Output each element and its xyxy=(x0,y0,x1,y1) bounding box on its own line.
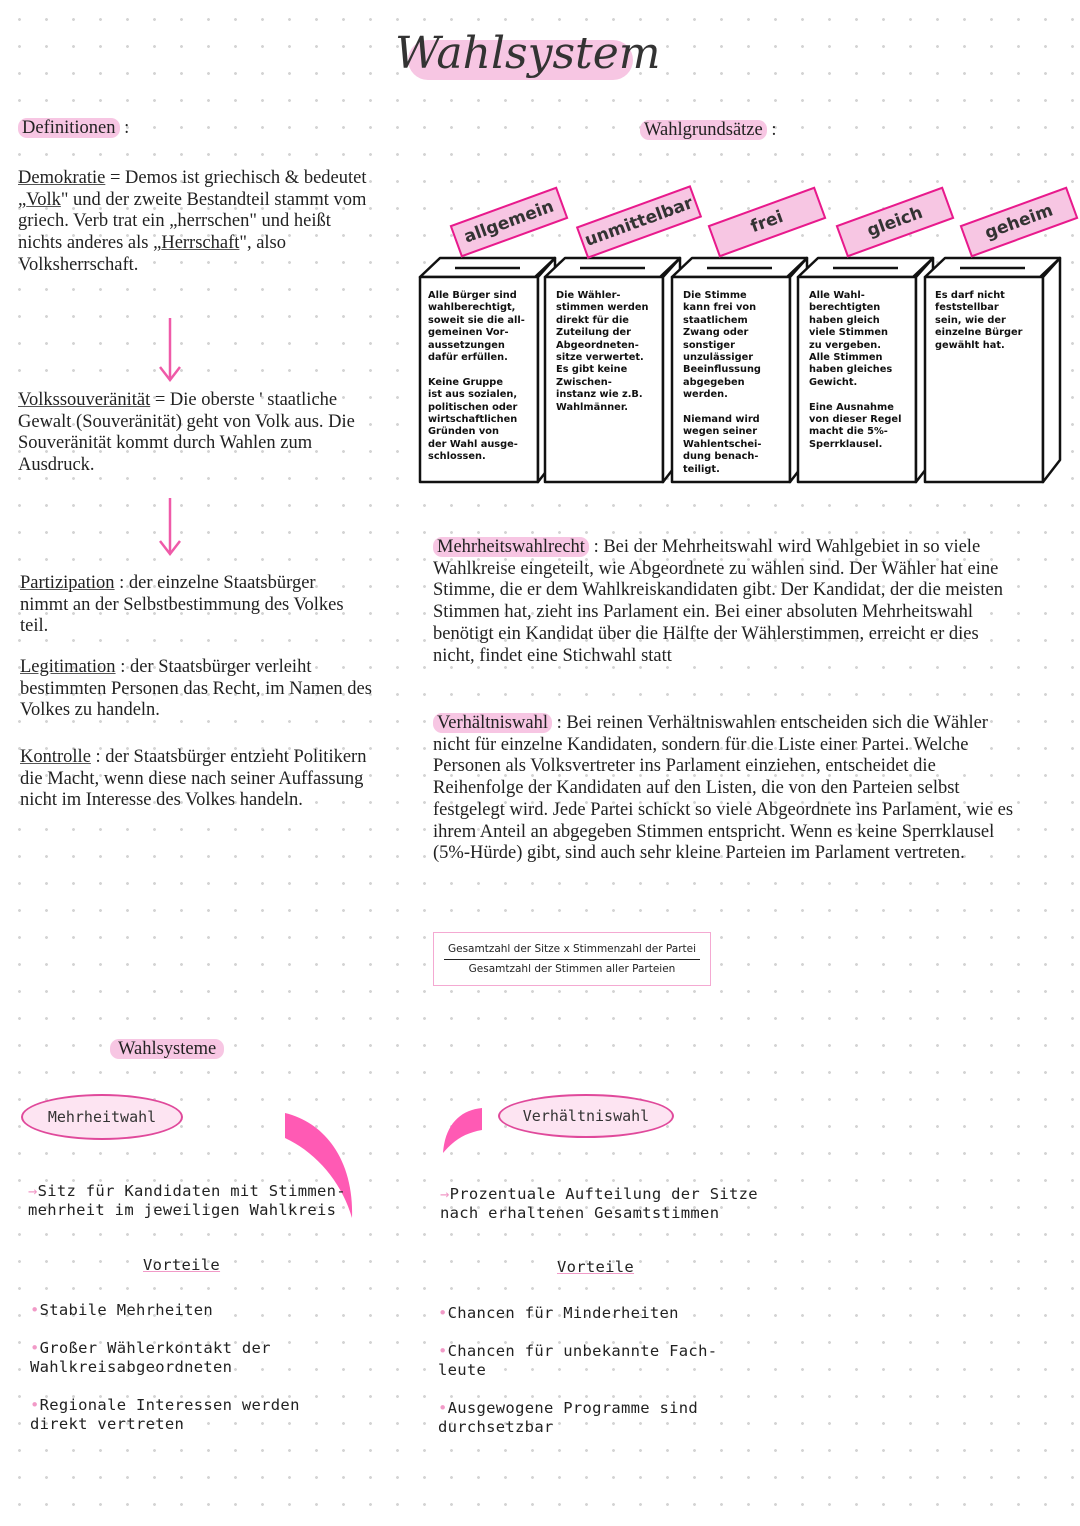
arrow-down-icon xyxy=(155,315,185,385)
seat-formula xyxy=(433,932,711,986)
ballot-text-unmittelbar: Die Wähler- stimmen werden direkt für die Zuteilung der Abgeordneten- sitze verwertet. Es gibt keine Zwischen- instanz wie z.B. Wahlmänner. xyxy=(556,290,649,413)
ballot-label-frei: frei xyxy=(708,187,827,258)
definition-demokratie: Demokratie = Demos ist griechisch & bedeutet „Volk" und der zweite Bestandteil stammt vom griech. Verb trat ein „herrschen" und heißt nichts anderes als „Herrschaft", also Volksherrschaft. xyxy=(18,168,367,275)
list-item: •Stabile Mehrheiten xyxy=(30,1301,214,1319)
list-item: •Chancen für Minderheiten xyxy=(438,1304,679,1322)
vorteile-list-left xyxy=(30,1282,300,1453)
vorteile-list-right xyxy=(438,1285,717,1456)
definitions-heading: Definitionen : xyxy=(18,118,129,140)
ballot-text-gleich: Alle Wahl- berechtigten haben gleich viele Stimmen zu vergeben. Alle Stimmen haben gleiches Gewicht. Eine Ausnahme von dieser Regel macht die 5%- Sperrklausel. xyxy=(809,290,902,450)
verhaeltniswahl-description: →Prozentuale Aufteilung der Sitze nach erhaltenen Gesamtstimmen xyxy=(440,1185,758,1222)
definition-mehrheitswahlrecht: Mehrheitswahlrecht : Bei der Mehrheitswahl wird Wahlgebiet in so viele Wahlkreise eingeteilt, wie Abgeordnete zu wählen sind. Der Wähler hat eine Stimme, die er dem Wahlkreiskandidaten gibt. Der Kandidat, der die meisten Stimmen hat, zieht ins Parlament ein. Bei einer absoluten Mehrheitswahl benötigt ein Kandidat über die Hälfte der Wählerstimmen, erreicht er dies nicht, findet eine Stichwahl statt xyxy=(433,537,1003,666)
wahlgrundsaetze-heading: Wahlgrundsätze : xyxy=(640,120,776,142)
arrow-right-icon: → xyxy=(440,1185,450,1203)
definition-volkssouveraenitaet: Volkssouveränität = Die oberste ' staatliche Gewalt (Souveränität) geht von Volk aus. Die Souveränität kommt durch Wahlen zum Ausdruck. xyxy=(18,390,355,476)
ballot-text-frei: Die Stimme kann frei von staatlichem Zwang oder sonstiger unzulässiger Beeinflussung abgegeben werden. Niemand wird wegen seiner Wahlentschei- dung benach- teiligt. xyxy=(683,290,762,475)
list-item: •Großer Wählerkontakt der Wahlkreisabgeordneten xyxy=(30,1339,271,1376)
swoosh-decoration xyxy=(440,1105,485,1155)
oval-mehrheitwahl: Mehrheitwahl xyxy=(21,1094,183,1140)
oval-verhaeltniswahl: Verhältniswahl xyxy=(498,1094,674,1138)
ballot-text-geheim: Es darf nicht feststellbar sein, wie der einzelne Bürger gewählt hat. xyxy=(935,290,1023,351)
vorteile-heading-right: Vorteile xyxy=(557,1258,635,1276)
ballot-label-geheim: geheim xyxy=(960,187,1079,258)
ballot-label-gleich: gleich xyxy=(836,187,955,258)
list-item: •Ausgewogene Programme sind durchsetzbar xyxy=(438,1399,699,1436)
arrow-right-icon: → xyxy=(28,1182,38,1200)
ballot-text-allgemein: Alle Bürger sind wahlberechtigt, soweit sie die all- gemeinen Vor- aussetzungen dafür erfüllen. Keine Gruppe ist aus sozialen, politischen oder wirtschaftlichen Gründen von der Wahl ausge- schlossen. xyxy=(428,290,525,463)
definition-legitimation: Legitimation : der Staatsbürger verleiht bestimmten Personen das Recht, im Namen des Volkes zu handeln. xyxy=(20,657,372,721)
fraction-line xyxy=(444,959,700,960)
mehrheitwahl-description: →Sitz für Kandidaten mit Stimmen- mehrheit im jeweiligen Wahlkreis xyxy=(28,1182,346,1219)
definition-verhaeltniswahl: Verhältniswahl : Bei reinen Verhältniswahlen entscheiden sich die Wähler nicht für einzelne Kandidaten, sondern für die Liste einer Partei. Welche Personen als Volksvertreter ins Parlament einziehen, entscheidet die Reihenfolge der Kandidaten auf den Listen, die von den Parteien selbst festgelegt wird. Jede Partei schickt so viele Abgeordnete ins Parlament, wie es ihrem Anteil an abgegeben Stimmen entspricht. Wenn es keine Sperrklausel (5%-Hürde) gibt, sind auch sehr kleine Parteien im Parlament vertreten. xyxy=(433,713,1014,864)
formula-denominator: Gesamtzahl der Stimmen aller Parteien xyxy=(468,963,676,975)
arrow-down-icon xyxy=(155,495,185,560)
wahlsysteme-heading: Wahlsysteme xyxy=(110,1039,224,1061)
page-title: Wahlsystem xyxy=(395,28,661,79)
ballot-label-allgemein: allgemein xyxy=(450,187,569,258)
ballot-label-unmittelbar: unmittelbar xyxy=(576,185,702,259)
definition-partizipation: Partizipation : der einzelne Staatsbürger nimmt an der Selbstbestimmung des Volkes teil. xyxy=(20,573,344,637)
list-item: •Regionale Interessen werden direkt vertreten xyxy=(30,1396,300,1433)
definition-kontrolle: Kontrolle : der Staatsbürger entzieht Politikern die Macht, wenn diese nach seiner Auffassung nicht im Interesse des Volkes handeln. xyxy=(20,747,367,811)
vorteile-heading-left: Vorteile xyxy=(143,1256,221,1274)
list-item: •Chancen für unbekannte Fach- leute xyxy=(438,1342,718,1379)
formula-numerator: Gesamtzahl der Sitze x Stimmenzahl der Partei xyxy=(447,943,697,955)
